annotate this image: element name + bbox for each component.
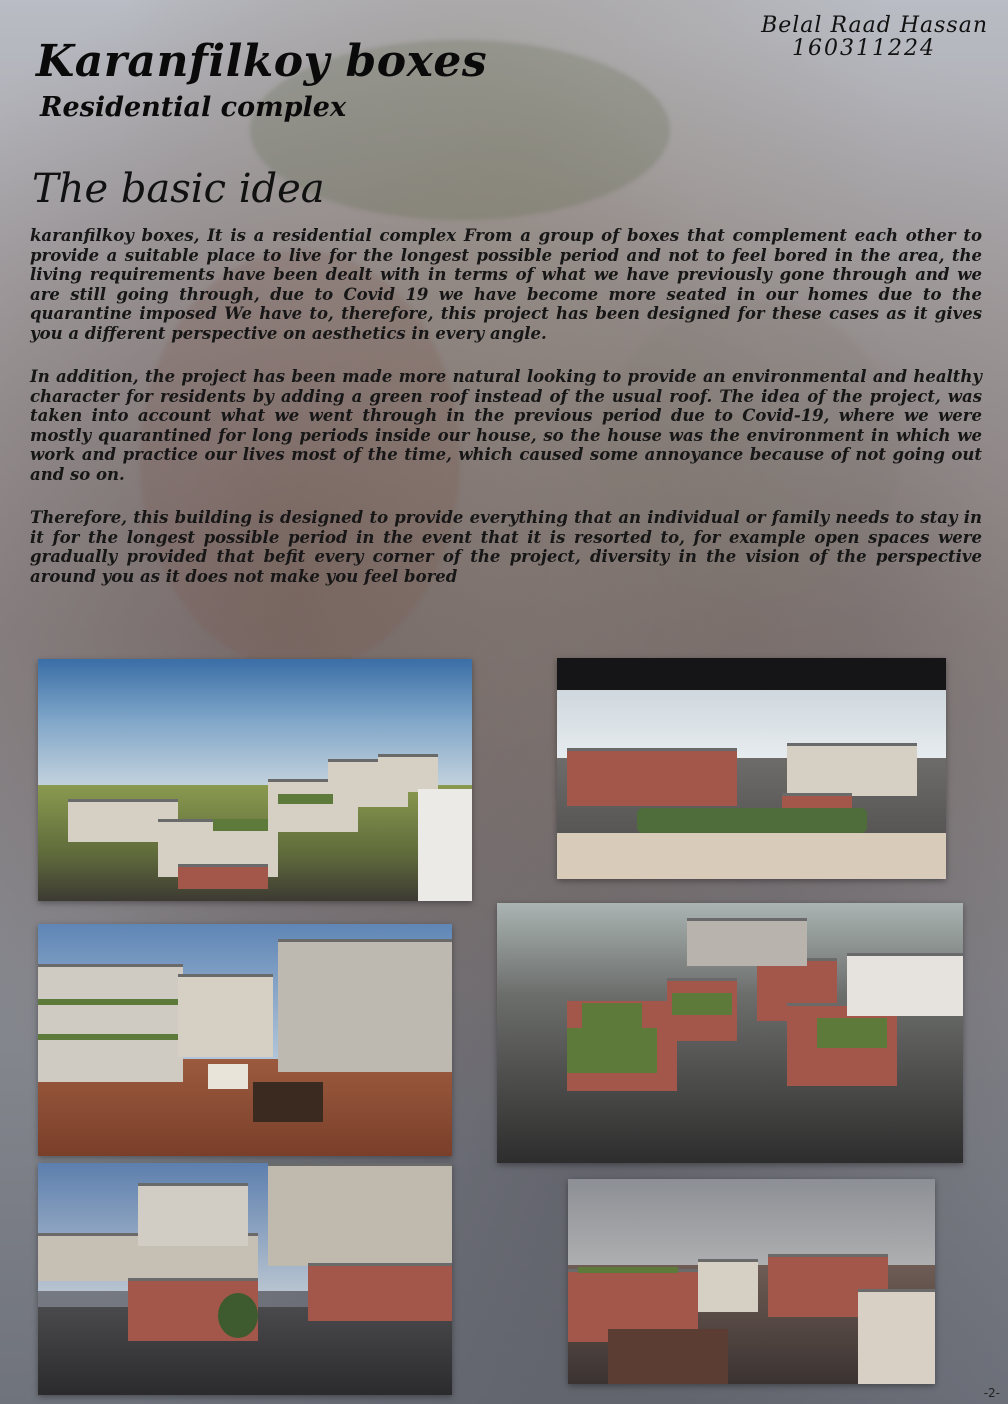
paragraph: In addition, the project has been made more natural looking to provide an environmental and healthy character for residents by adding a green roof instead of the usual roof. The idea of the project, was taken into account what we went through in the previous period due to Covid-19, where we were mostly quarantined for long periods inside our house, so the house was the environment in which we work and practice our lives most of the time, which caused some annoyance because of not going out and so on. xyxy=(30,367,982,484)
author-block xyxy=(761,14,988,60)
paragraph: Therefore, this building is designed to provide everything that an individual or family needs to stay in it for the longest possible period in the event that it is resorted to, for example open spaces were gradually provided that befit every corner of the project, diversity in the vision of the perspective around you as it does not make you feel bored xyxy=(30,508,982,586)
page-number: -2- xyxy=(983,1386,1000,1400)
paragraph: karanfilkoy boxes, It is a residential complex From a group of boxes that complement each other to provide a suitable place to live for the longest possible period and not to feel bored in the area, the living requirements have been dealt with in terms of what we have previously gone through and we are still going through, due to Covid 19 we have become more seated in our homes due to the quarantine imposed We have to, therefore, this project has been designed for these cases as it gives you a different perspective on aesthetics in every angle. xyxy=(30,226,982,343)
render-balcony-view xyxy=(557,658,946,879)
render-terrace xyxy=(38,924,452,1156)
author-id: 160311224 xyxy=(792,36,936,61)
render-night-aerial-green-roofs xyxy=(497,903,963,1163)
body-text xyxy=(30,226,982,610)
render-dusk-view xyxy=(568,1179,935,1384)
page-subtitle: Residential complex xyxy=(40,92,347,123)
page-title: Karanfilkoy boxes xyxy=(36,36,488,87)
section-heading: The basic idea xyxy=(32,166,325,212)
render-courtyard xyxy=(38,1163,452,1395)
author-name: Belal Raad Hassan xyxy=(761,13,988,38)
render-aerial-complex xyxy=(38,659,472,901)
